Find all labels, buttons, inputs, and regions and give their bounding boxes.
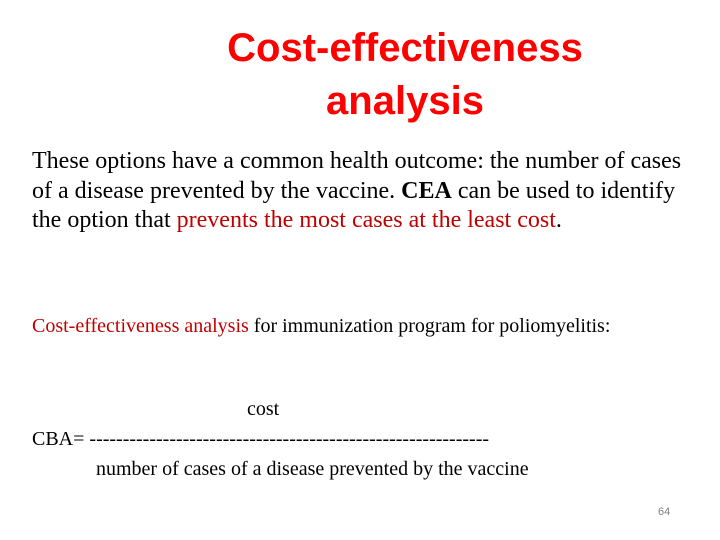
- intro-cea-bold: CEA: [401, 177, 452, 204]
- intro-text-2: can be used to identify the option that: [32, 177, 676, 233]
- intro-text-1: These options have a common health outcome: the number of cases of a disease prevented by the vaccine.: [32, 148, 682, 204]
- formula-denominator: number of cases of a disease prevented by the vaccine: [96, 458, 529, 480]
- program-text: for immunization program for poliomyelitis:: [248, 315, 611, 337]
- formula-numerator: cost: [247, 398, 280, 420]
- page-number: 64: [658, 506, 671, 518]
- title-line-1: Cost-effectiveness: [227, 26, 583, 70]
- intro-highlight: prevents the most cases at the least cost: [176, 207, 556, 233]
- intro-text-3: .: [555, 207, 562, 233]
- title-line-2: analysis: [326, 79, 484, 123]
- formula-label-line: CBA= ------------------------------------------------------------: [32, 428, 490, 450]
- slide-title: [150, 22, 660, 128]
- intro-paragraph: [32, 147, 702, 236]
- program-paragraph: [32, 313, 672, 339]
- program-highlight: Cost-effectiveness analysis: [32, 315, 249, 337]
